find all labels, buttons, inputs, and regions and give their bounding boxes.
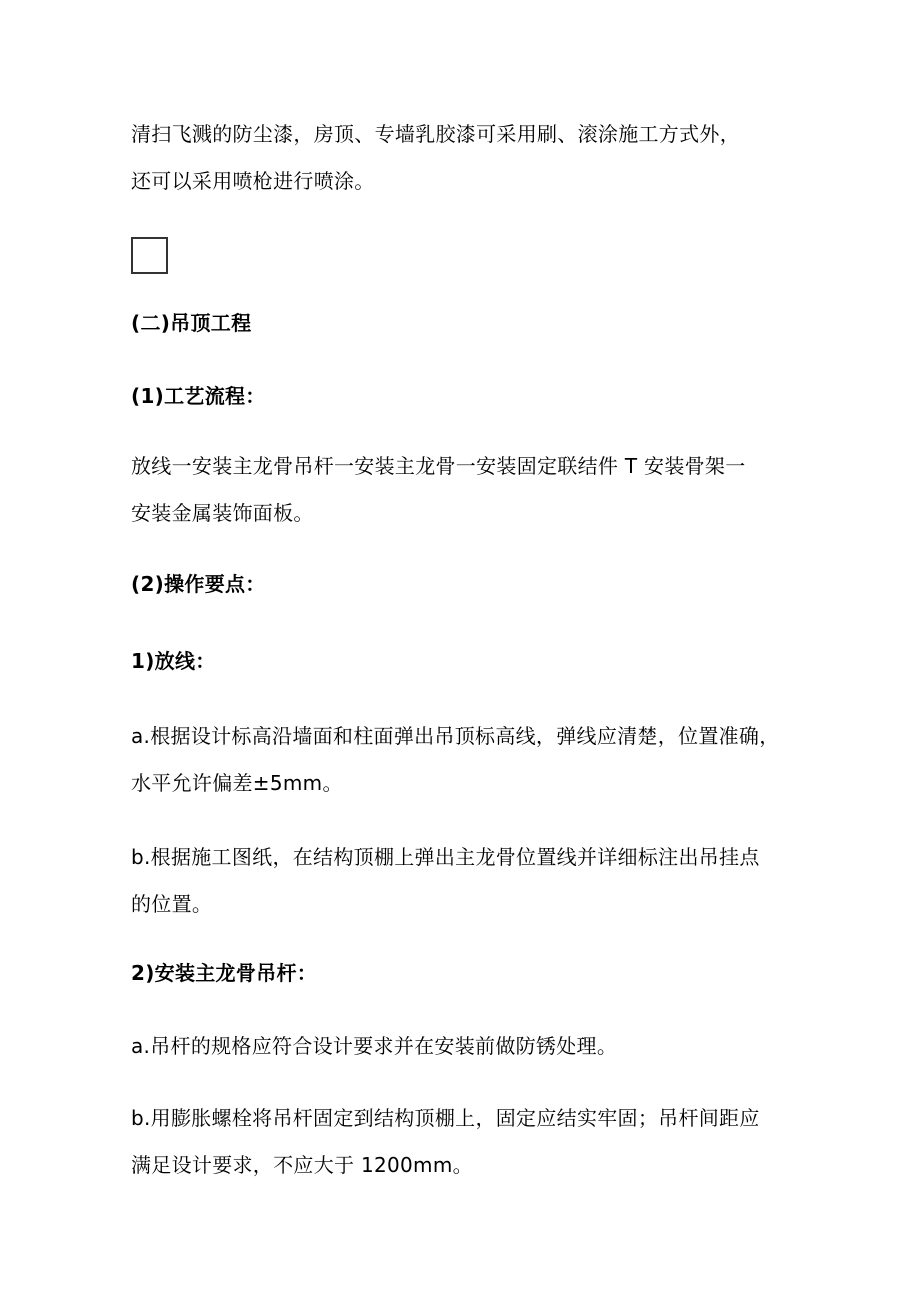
- process-text-line-1: 放线一安装主龙骨吊杆一安装主龙骨一安装固定联结件 T 安装骨架一: [131, 454, 746, 478]
- step1-b-line-2: 的位置。: [131, 892, 213, 916]
- key-points-heading: (2)操作要点：: [131, 572, 266, 596]
- step2-heading: 2)安装主龙骨吊杆：: [131, 961, 318, 985]
- step1-a-line-1: a.根据设计标高沿墙面和柱面弹出吊顶标高线，弹线应清楚，位置准确，: [131, 724, 780, 748]
- intro-line-1: 清扫飞溅的防尘漆，房顶、专墙乳胶漆可采用刷、滚涂施工方式外，: [131, 122, 740, 146]
- intro-line-2: 还可以采用喷枪进行喷涂。: [131, 169, 375, 193]
- step1-heading: 1)放线：: [131, 649, 216, 673]
- process-heading: (1)工艺流程：: [131, 384, 266, 408]
- step1-a-line-2: 水平允许偏差±5mm。: [131, 771, 343, 795]
- step2-b-line-2: 满足设计要求，不应大于 1200mm。: [131, 1153, 473, 1177]
- step1-b-line-1: b.根据施工图纸，在结构顶棚上弹出主龙骨位置线并详细标注出吊挂点: [131, 845, 760, 869]
- step2-b-line-1: b.用膨胀螺栓将吊杆固定到结构顶棚上，固定应结实牢固；吊杆间距应: [131, 1106, 760, 1130]
- step2-a-line-1: a.吊杆的规格应符合设计要求并在安装前做防锈处理。: [131, 1034, 618, 1058]
- empty-checkbox[interactable]: [131, 237, 168, 274]
- section-title: (二)吊顶工程: [131, 311, 252, 335]
- process-text-line-2: 安装金属装饰面板。: [131, 501, 314, 525]
